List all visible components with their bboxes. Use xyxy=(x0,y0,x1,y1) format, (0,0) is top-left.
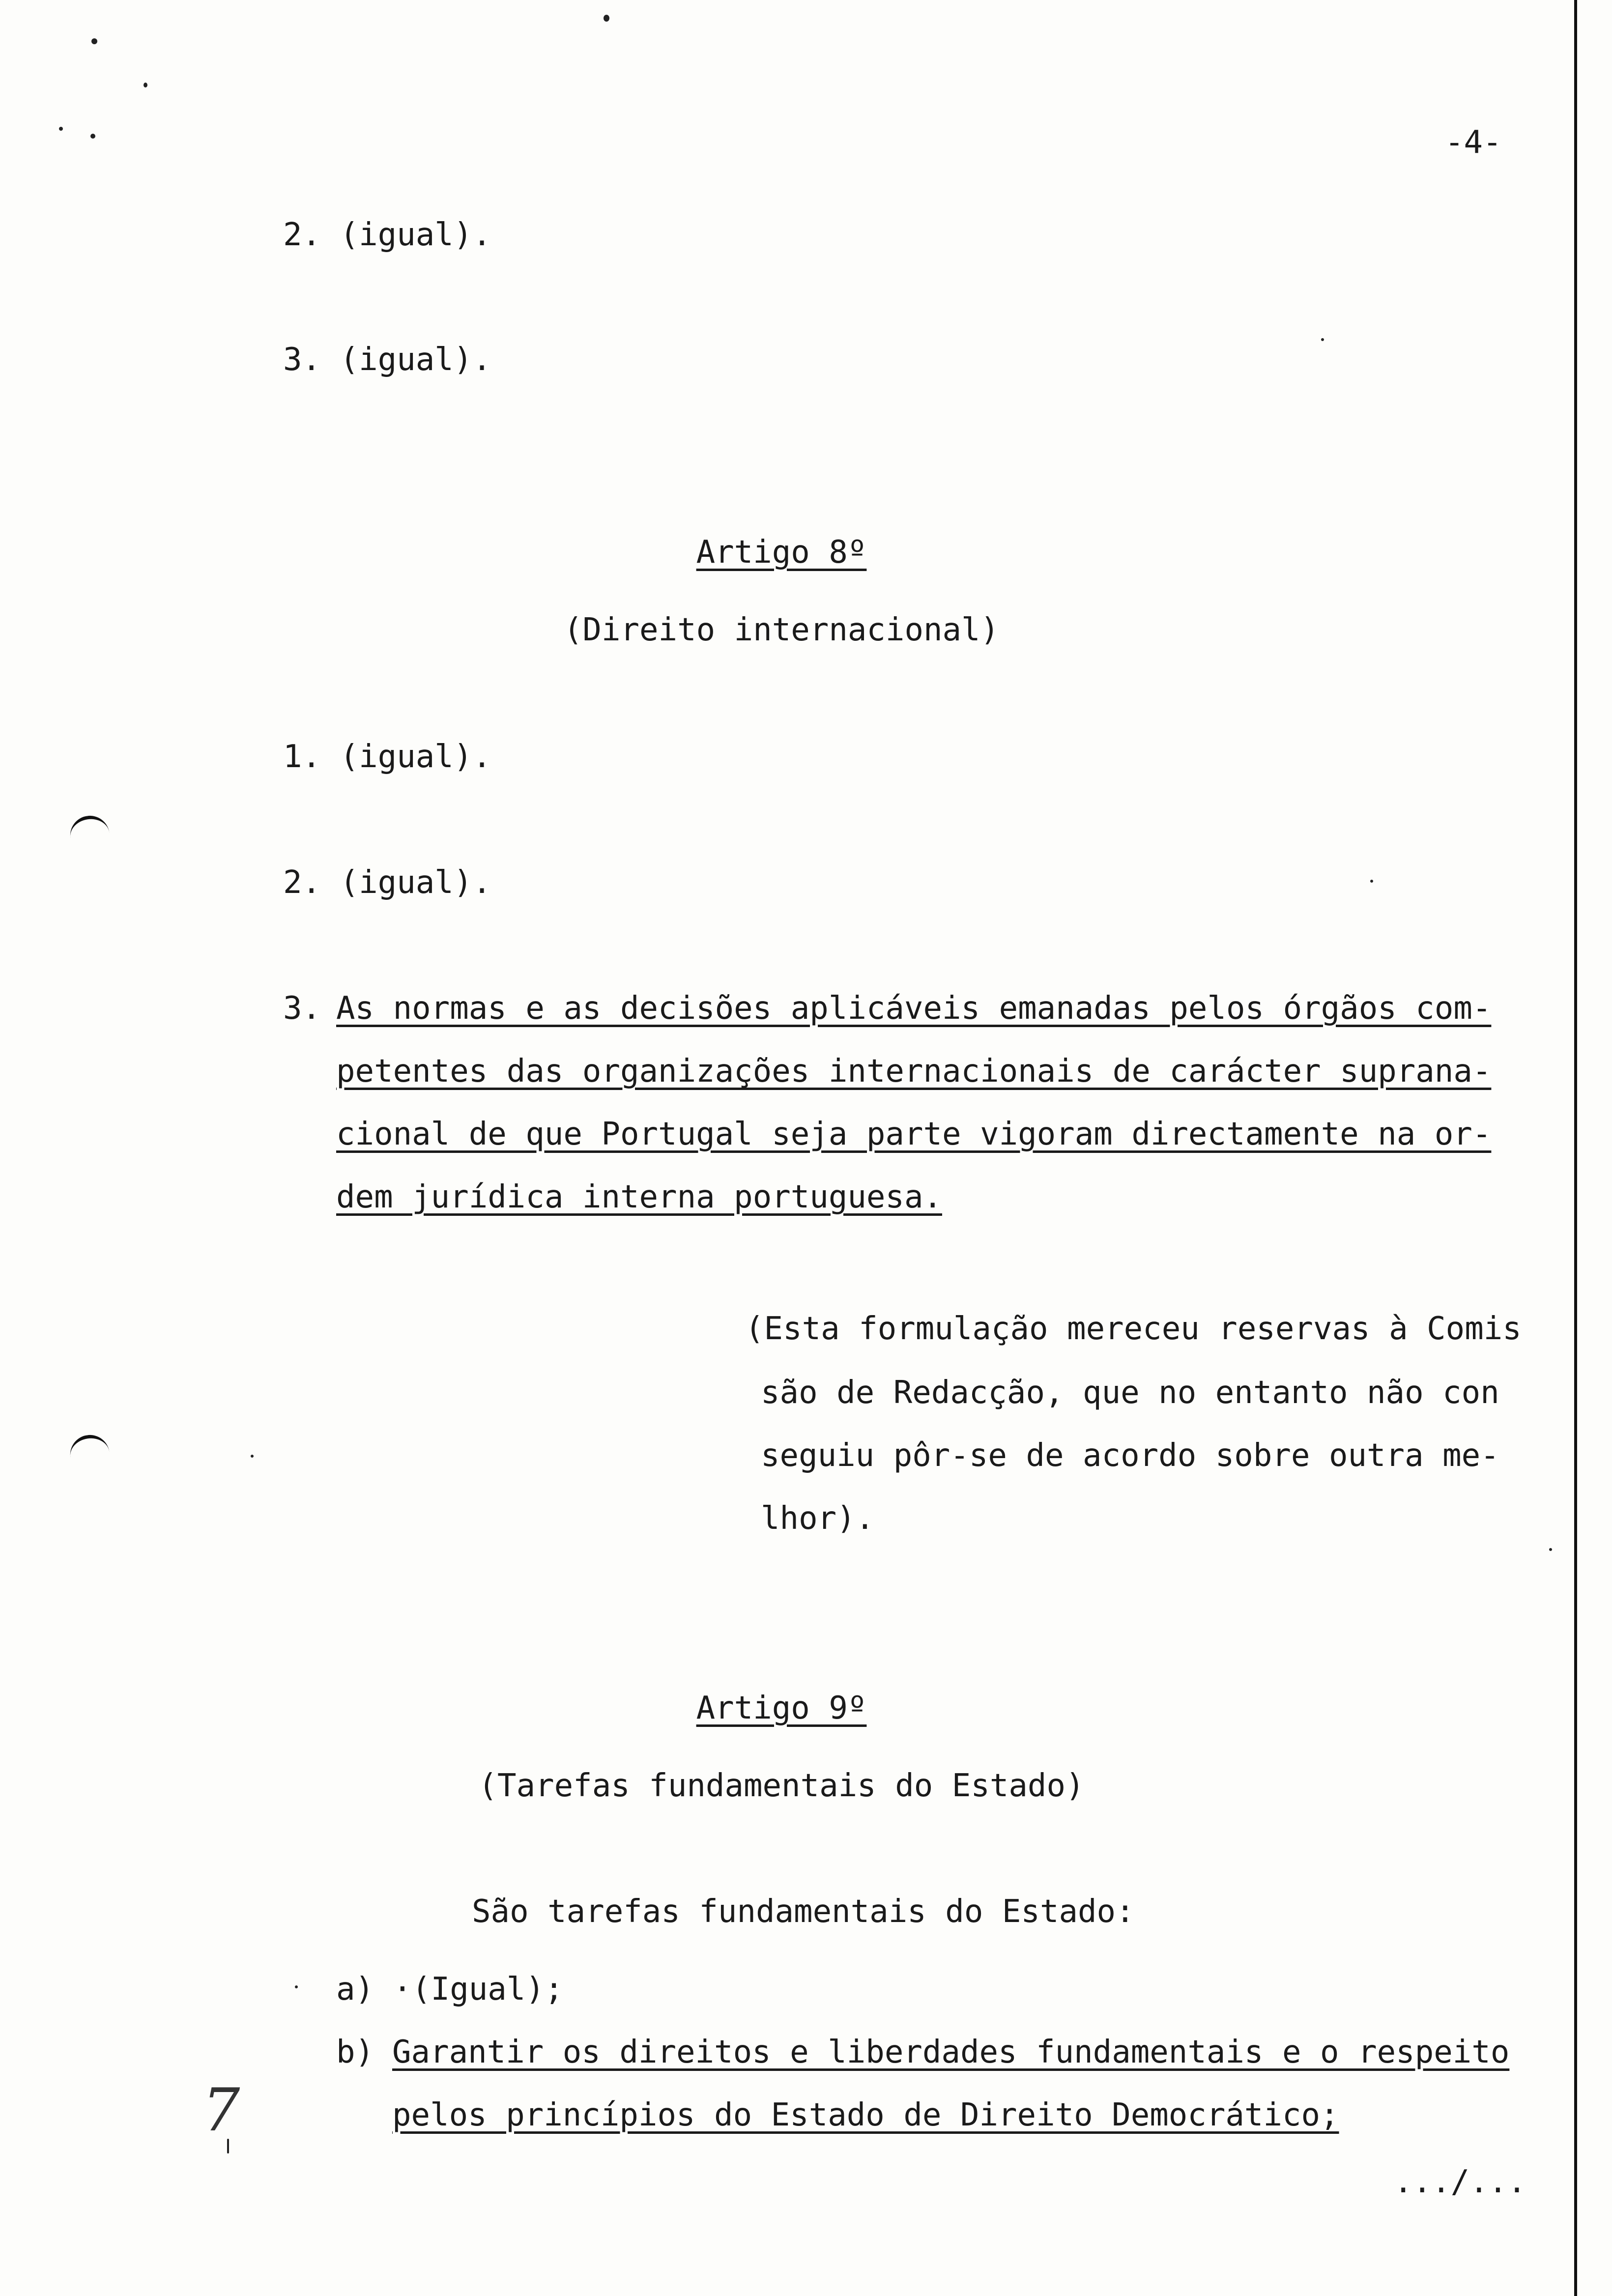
punch-hole-mark xyxy=(68,813,112,851)
art9-item-a: a) ·(Igual); xyxy=(336,1971,564,2008)
article-9-subtitle: (Tarefas fundamentais do Estado) xyxy=(478,1768,1085,1804)
art8-note-line: (Esta formulação mereceu reservas à Comis xyxy=(745,1311,1522,1347)
scan-speck xyxy=(59,127,63,131)
scan-speck xyxy=(1321,338,1324,341)
scan-speck xyxy=(90,134,95,139)
page-number: -4- xyxy=(1445,124,1502,161)
article-9-title: Artigo 9º xyxy=(696,1690,867,1726)
scan-speck xyxy=(91,38,97,44)
art8-item-3-number: 3. xyxy=(283,990,321,1027)
scan-speck xyxy=(1370,880,1373,883)
handwritten-margin-mark: 7 xyxy=(202,2076,240,2145)
punch-hole-mark xyxy=(68,1433,112,1470)
art8-item-1: 1. (igual). xyxy=(283,739,491,775)
art8-item-3-line: petentes das organizações internacionais de carácter suprana- xyxy=(336,1053,1492,1090)
art8-note-line: são de Redacção, que no entanto não con xyxy=(761,1375,1499,1411)
art8-item-2: 2. (igual). xyxy=(283,864,491,901)
art8-item-3-line: dem jurídica interna portuguesa. xyxy=(336,1179,942,1215)
art9-item-b-line: pelos princípios do Estado de Direito Democrático; xyxy=(392,2097,1339,2133)
scan-speck xyxy=(604,15,609,22)
art8-item-3-line: cional de que Portugal seja parte vigoram directamente na or- xyxy=(336,1116,1492,1152)
art8-note-line: lhor). xyxy=(761,1500,875,1537)
page-right-edge xyxy=(1574,0,1577,2296)
art7-item-2: 2. (igual). xyxy=(283,217,491,253)
art9-item-b-label: b) xyxy=(336,2034,374,2070)
art7-item-3: 3. (igual). xyxy=(283,342,491,378)
scan-speck xyxy=(144,83,147,87)
art9-item-b-line: Garantir os direitos e liberdades fundamentais e o respeito xyxy=(392,2034,1510,2070)
art8-item-3-line: As normas e as decisões aplicáveis emanadas pelos órgãos com- xyxy=(336,990,1492,1027)
article-8-subtitle: (Direito internacional) xyxy=(563,612,1000,648)
art8-note-line: seguiu pôr-se de acordo sobre outra me- xyxy=(761,1437,1499,1474)
art9-intro: São tarefas fundamentais do Estado: xyxy=(472,1894,1135,1930)
scan-speck xyxy=(1549,1548,1552,1551)
article-8-title: Artigo 8º xyxy=(696,534,867,571)
scan-speck xyxy=(251,1455,254,1458)
continuation-mark: .../... xyxy=(1394,2164,1526,2200)
scan-speck xyxy=(295,1985,298,1988)
